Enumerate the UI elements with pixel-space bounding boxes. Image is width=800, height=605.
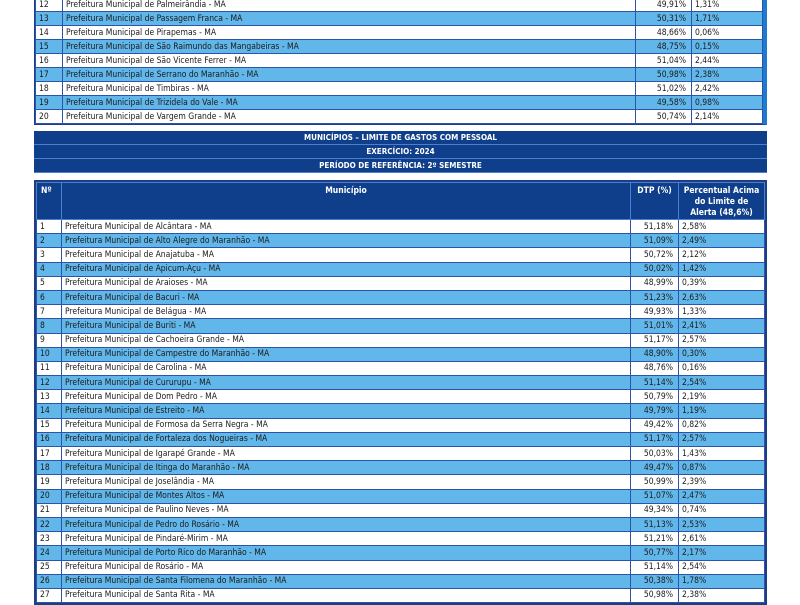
dtp-value: 51,02%	[636, 82, 692, 96]
table-row	[36, 54, 763, 68]
dtp-value: 50,72%	[631, 248, 679, 262]
row-number: 1	[37, 220, 62, 234]
table-row	[37, 546, 765, 560]
municipality-name: Prefeitura Municipal de Pindaré-Mirim - MA	[62, 532, 631, 546]
table-row	[36, 40, 763, 54]
dtp-value: 50,79%	[631, 390, 679, 404]
municipality-name: Prefeitura Municipal de Carolina - MA	[62, 361, 631, 375]
row-number: 18	[37, 461, 62, 475]
row-number: 19	[36, 96, 63, 110]
dtp-value: 51,18%	[631, 220, 679, 234]
row-number: 13	[36, 12, 63, 26]
percent-above-alert: 2,54%	[679, 560, 765, 574]
dtp-value: 51,13%	[631, 517, 679, 531]
percent-above-alert: 2,49%	[679, 234, 765, 248]
row-number: 15	[36, 40, 63, 54]
row-number: 12	[36, 0, 63, 12]
row-number: 24	[37, 546, 62, 560]
table-row	[37, 234, 765, 248]
municipality-name: Prefeitura Municipal de Alcântara - MA	[62, 220, 631, 234]
percent-above-alert: 1,78%	[679, 574, 765, 588]
municipality-name: Prefeitura Municipal de Bacuri - MA	[62, 290, 631, 304]
row-number: 11	[37, 361, 62, 375]
dtp-value: 50,38%	[631, 574, 679, 588]
municipality-name: Prefeitura Municipal de Estreito - MA	[62, 404, 631, 418]
municipality-name: Prefeitura Municipal de Igarapé Grande - MA	[62, 447, 631, 461]
dtp-value: 50,99%	[631, 475, 679, 489]
municipality-name: Prefeitura Municipal de Pedro do Rosário - MA	[62, 517, 631, 531]
row-number: 10	[37, 347, 62, 361]
row-number: 18	[36, 82, 63, 96]
dtp-value: 49,79%	[631, 404, 679, 418]
dtp-value: 51,04%	[636, 54, 692, 68]
table-row	[37, 447, 765, 461]
row-number: 12	[37, 376, 62, 390]
municipality-name: Prefeitura Municipal de Serrano do Maranhão - MA	[63, 68, 636, 82]
dtp-value: 51,14%	[631, 376, 679, 390]
municipality-name: Prefeitura Municipal de Anajatuba - MA	[62, 248, 631, 262]
dtp-value: 51,01%	[631, 319, 679, 333]
table-row	[37, 376, 765, 390]
percent-above-alert: 2,39%	[679, 475, 765, 489]
dtp-value: 50,02%	[631, 262, 679, 276]
percent-above-alert: 2,12%	[679, 248, 765, 262]
row-number: 22	[37, 517, 62, 531]
percent-above-alert: 0,74%	[679, 503, 765, 517]
header-number: Nº	[37, 183, 62, 220]
percent-above-alert: 1,71%	[692, 12, 763, 26]
percent-above-alert: 1,31%	[692, 0, 763, 12]
table-row	[36, 12, 763, 26]
dtp-value: 51,14%	[631, 560, 679, 574]
previous-municipalities-table	[35, 0, 763, 124]
table-row	[37, 588, 765, 602]
dtp-value: 48,99%	[631, 276, 679, 290]
table-row	[37, 390, 765, 404]
row-number: 5	[37, 276, 62, 290]
table-row	[37, 290, 765, 304]
percent-above-alert: 0,39%	[679, 276, 765, 290]
municipality-name: Prefeitura Municipal de Joselândia - MA	[62, 475, 631, 489]
table-row	[37, 276, 765, 290]
table-row	[36, 68, 763, 82]
municipality-name: Prefeitura Municipal de Timbiras - MA	[63, 82, 636, 96]
municipality-name: Prefeitura Municipal de Palmeirândia - MA	[63, 0, 636, 12]
row-number: 14	[36, 26, 63, 40]
percent-above-alert: 2,61%	[679, 532, 765, 546]
row-number: 2	[37, 234, 62, 248]
table-row	[36, 26, 763, 40]
dtp-value: 49,34%	[631, 503, 679, 517]
table-row	[37, 262, 765, 276]
municipality-name: Prefeitura Municipal de Dom Pedro - MA	[62, 390, 631, 404]
table-row	[36, 82, 763, 96]
dtp-value: 50,98%	[636, 68, 692, 82]
table-title: MUNICÍPIOS – LIMITE DE GASTOS COM PESSOAL	[34, 131, 767, 145]
table-row	[37, 489, 765, 503]
dtp-value: 48,90%	[631, 347, 679, 361]
table-title-block	[34, 131, 767, 173]
dtp-value: 50,77%	[631, 546, 679, 560]
main-table-section	[34, 180, 767, 605]
municipality-name: Prefeitura Municipal de Santa Rita - MA	[62, 588, 631, 602]
percent-above-alert: 0,15%	[692, 40, 763, 54]
table-row	[37, 503, 765, 517]
percent-above-alert: 1,43%	[679, 447, 765, 461]
dtp-value: 51,17%	[631, 432, 679, 446]
dtp-value: 50,31%	[636, 12, 692, 26]
municipality-name: Prefeitura Municipal de Belágua - MA	[62, 305, 631, 319]
percent-above-alert: 2,54%	[679, 376, 765, 390]
table-row	[37, 248, 765, 262]
table-row	[37, 319, 765, 333]
municipality-name: Prefeitura Municipal de Campestre do Maranhão - MA	[62, 347, 631, 361]
percent-above-alert: 2,58%	[679, 220, 765, 234]
dtp-value: 49,91%	[636, 0, 692, 12]
municipality-name: Prefeitura Municipal de Cururupu - MA	[62, 376, 631, 390]
row-number: 21	[37, 503, 62, 517]
percent-above-alert: 2,53%	[679, 517, 765, 531]
row-number: 13	[37, 390, 62, 404]
dtp-value: 51,17%	[631, 333, 679, 347]
percent-above-alert: 1,19%	[679, 404, 765, 418]
municipality-name: Prefeitura Municipal de Araioses - MA	[62, 276, 631, 290]
percent-above-alert: 2,17%	[679, 546, 765, 560]
table-header-row	[37, 183, 765, 220]
previous-table-section	[34, 0, 767, 125]
municipality-name: Prefeitura Municipal de Vargem Grande - MA	[63, 110, 636, 124]
percent-above-alert: 0,98%	[692, 96, 763, 110]
row-number: 15	[37, 418, 62, 432]
percent-above-alert: 2,38%	[692, 68, 763, 82]
dtp-value: 49,42%	[631, 418, 679, 432]
row-number: 4	[37, 262, 62, 276]
dtp-value: 48,66%	[636, 26, 692, 40]
percent-above-alert: 2,14%	[692, 110, 763, 124]
table-row	[37, 404, 765, 418]
table-row	[37, 560, 765, 574]
dtp-value: 50,98%	[631, 588, 679, 602]
row-number: 3	[37, 248, 62, 262]
row-number: 20	[36, 110, 63, 124]
row-number: 20	[37, 489, 62, 503]
percent-above-alert: 0,16%	[679, 361, 765, 375]
dtp-value: 51,23%	[631, 290, 679, 304]
table-row	[37, 517, 765, 531]
percent-above-alert: 2,44%	[692, 54, 763, 68]
row-number: 25	[37, 560, 62, 574]
row-number: 17	[37, 447, 62, 461]
table-row	[37, 305, 765, 319]
percent-above-alert: 1,33%	[679, 305, 765, 319]
header-dtp: DTP (%)	[631, 183, 679, 220]
table-row	[37, 361, 765, 375]
table-row	[37, 347, 765, 361]
percent-above-alert: 2,41%	[679, 319, 765, 333]
row-number: 16	[37, 432, 62, 446]
row-number: 7	[37, 305, 62, 319]
table-row	[37, 333, 765, 347]
table-row	[36, 0, 763, 12]
municipality-name: Prefeitura Municipal de Apicum-Açu - MA	[62, 262, 631, 276]
municipality-name: Prefeitura Municipal de São Raimundo das Mangabeiras - MA	[63, 40, 636, 54]
dtp-value: 51,21%	[631, 532, 679, 546]
row-number: 19	[37, 475, 62, 489]
header-percent-above: Percentual Acima do Limite de Alerta (48,6%)	[679, 183, 765, 220]
municipality-name: Prefeitura Municipal de Itinga do Maranhão - MA	[62, 461, 631, 475]
fiscal-year: EXERCÍCIO: 2024	[34, 145, 767, 159]
municipality-name: Prefeitura Municipal de Buriti - MA	[62, 319, 631, 333]
municipality-name: Prefeitura Municipal de Paulino Neves - MA	[62, 503, 631, 517]
percent-above-alert: 2,57%	[679, 333, 765, 347]
municipality-name: Prefeitura Municipal de Montes Altos - MA	[62, 489, 631, 503]
dtp-value: 51,07%	[631, 489, 679, 503]
dtp-value: 48,76%	[631, 361, 679, 375]
municipality-name: Prefeitura Municipal de Porto Rico do Maranhão - MA	[62, 546, 631, 560]
municipalities-table	[36, 182, 765, 603]
table-row	[36, 96, 763, 110]
row-number: 8	[37, 319, 62, 333]
table-row	[37, 574, 765, 588]
dtp-value: 50,03%	[631, 447, 679, 461]
dtp-value: 51,09%	[631, 234, 679, 248]
row-number: 6	[37, 290, 62, 304]
municipality-name: Prefeitura Municipal de Fortaleza dos Nogueiras - MA	[62, 432, 631, 446]
percent-above-alert: 0,06%	[692, 26, 763, 40]
row-number: 17	[36, 68, 63, 82]
percent-above-alert: 2,63%	[679, 290, 765, 304]
row-number: 14	[37, 404, 62, 418]
row-number: 9	[37, 333, 62, 347]
percent-above-alert: 0,82%	[679, 418, 765, 432]
percent-above-alert: 0,30%	[679, 347, 765, 361]
percent-above-alert: 2,42%	[692, 82, 763, 96]
municipality-name: Prefeitura Municipal de Trizidela do Vale - MA	[63, 96, 636, 110]
dtp-value: 48,75%	[636, 40, 692, 54]
row-number: 26	[37, 574, 62, 588]
municipality-name: Prefeitura Municipal de Formosa da Serra Negra - MA	[62, 418, 631, 432]
header-municipality: Município	[62, 183, 631, 220]
percent-above-alert: 2,47%	[679, 489, 765, 503]
municipality-name: Prefeitura Municipal de Pirapemas - MA	[63, 26, 636, 40]
dtp-value: 49,58%	[636, 96, 692, 110]
reference-period: PERÍODO DE REFERÊNCIA: 2º SEMESTRE	[34, 159, 767, 173]
row-number: 16	[36, 54, 63, 68]
municipality-name: Prefeitura Municipal de São Vicente Ferrer - MA	[63, 54, 636, 68]
municipality-name: Prefeitura Municipal de Passagem Franca - MA	[63, 12, 636, 26]
municipality-name: Prefeitura Municipal de Santa Filomena do Maranhão - MA	[62, 574, 631, 588]
table-row	[37, 475, 765, 489]
table-row	[37, 461, 765, 475]
table-row	[37, 532, 765, 546]
table-row	[36, 110, 763, 124]
dtp-value: 49,93%	[631, 305, 679, 319]
row-number: 27	[37, 588, 62, 602]
percent-above-alert: 1,42%	[679, 262, 765, 276]
percent-above-alert: 0,87%	[679, 461, 765, 475]
table-row	[37, 432, 765, 446]
percent-above-alert: 2,19%	[679, 390, 765, 404]
municipality-name: Prefeitura Municipal de Rosário - MA	[62, 560, 631, 574]
dtp-value: 49,47%	[631, 461, 679, 475]
dtp-value: 50,74%	[636, 110, 692, 124]
table-row	[37, 220, 765, 234]
municipality-name: Prefeitura Municipal de Cachoeira Grande - MA	[62, 333, 631, 347]
percent-above-alert: 2,38%	[679, 588, 765, 602]
row-number: 23	[37, 532, 62, 546]
percent-above-alert: 2,57%	[679, 432, 765, 446]
municipality-name: Prefeitura Municipal de Alto Alegre do Maranhão - MA	[62, 234, 631, 248]
table-row	[37, 418, 765, 432]
